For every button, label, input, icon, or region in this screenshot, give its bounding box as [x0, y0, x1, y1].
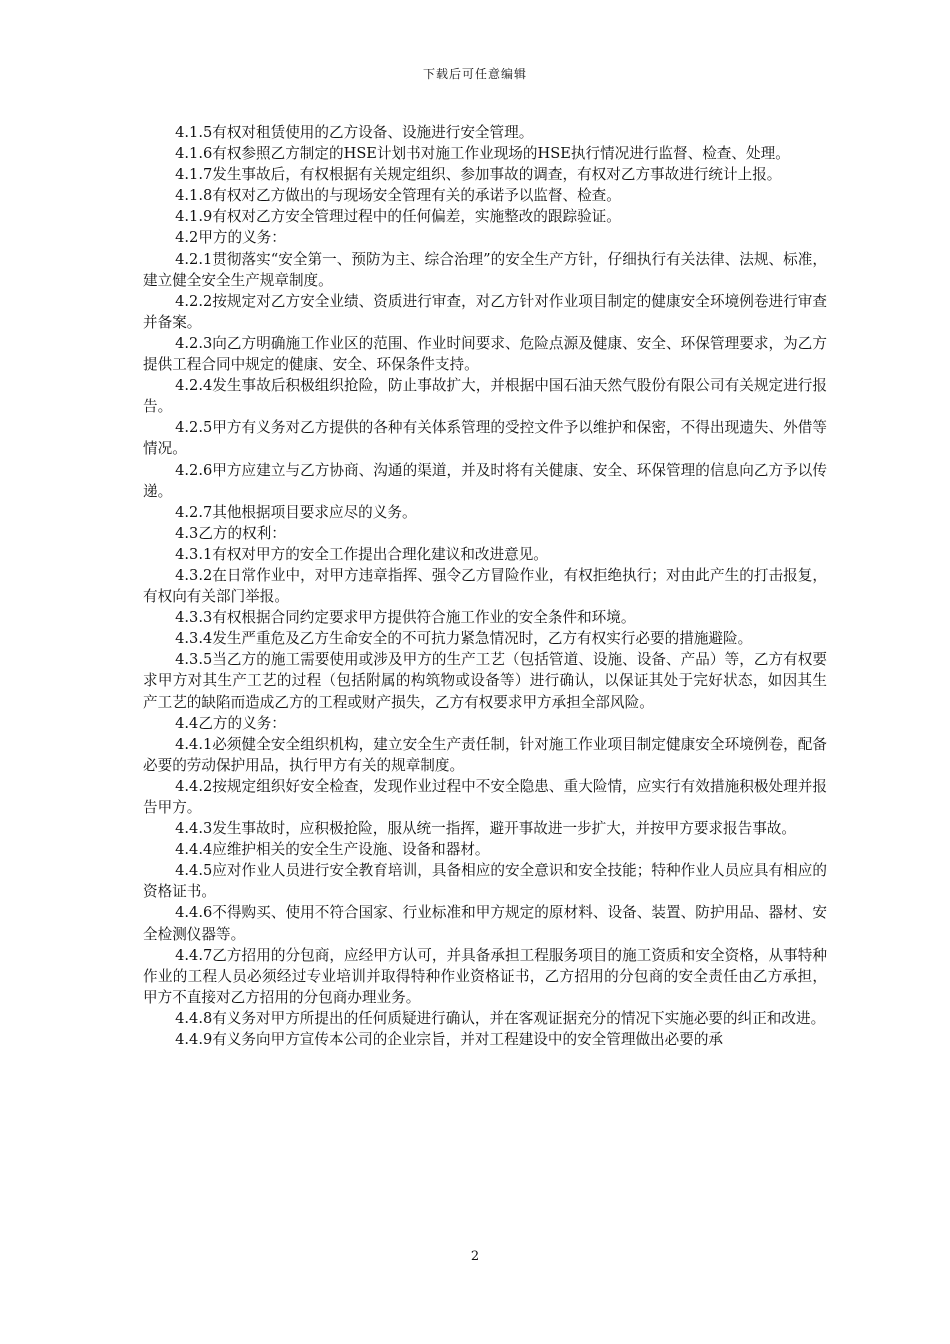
paragraph: 4.2.2按规定对乙方安全业绩、资质进行审查，对乙方针对作业项目制定的健康安全环境例卷进行审查并备案。 — [143, 292, 827, 331]
paragraph: 4.4.4应维护相关的安全生产设施、设备和器材。 — [175, 841, 490, 859]
paragraph: 4.1.9有权对乙方安全管理过程中的任何偏差，实施整改的跟踪验证。 — [175, 208, 621, 226]
paragraph: 4.4.1必须健全安全组织机构，建立安全生产责任制，针对施工作业项目制定健康安全环境例卷，配备必要的劳动保护用品，执行甲方有关的规章制度。 — [143, 735, 827, 774]
paragraph: 4.2.6甲方应建立与乙方协商、沟通的渠道，并及时将有关健康、安全、环保管理的信息向乙方予以传递。 — [143, 461, 827, 500]
paragraph: 4.2.4发生事故后积极组织抢险，防止事故扩大，并根据中国石油天然气股份有限公司有关规定进行报告。 — [143, 377, 827, 416]
paragraph: 4.2.7其他根据项目要求应尽的义务。 — [175, 503, 417, 521]
paragraph: 4.3.2在日常作业中，对甲方违章指挥、强令乙方冒险作业，有权拒绝执行；对由此产生的打击报复，有权向有关部门举报。 — [143, 566, 827, 606]
paragraph: 4.1.6有权参照乙方制定的HSE计划书对施工作业现场的HSE执行情况进行监督、检查、处理。 — [175, 145, 790, 163]
paragraph: 4.1.8有权对乙方做出的与现场安全管理有关的承诺予以监督、检查。 — [175, 187, 621, 205]
paragraph: 4.2.3向乙方明确施工作业区的范围、作业时间要求、危险点源及健康、安全、环保管理要求，为乙方提供工程合同中规定的健康、安全、环保条件支持。 — [143, 334, 827, 374]
paragraph: 4.1.7发生事故后，有权根据有关规定组织、参加事故的调查，有权对乙方事故进行统计上报。 — [175, 166, 782, 184]
paragraph: 4.4.3发生事故时，应积极抢险，服从统一指挥，避开事故进一步扩大，并按甲方要求报告事故。 — [175, 820, 796, 838]
paragraph: 4.4.5应对作业人员进行安全教育培训，具备相应的安全意识和安全技能；特种作业人员应具有相应的资格证书。 — [143, 862, 827, 901]
paragraph: 4.3.1有权对甲方的安全工作提出合理化建议和改进意见。 — [175, 545, 548, 563]
page-number: 2 — [470, 1249, 480, 1264]
paragraph: 4.4.7乙方招用的分包商，应经甲方认可，并具备承担工程服务项目的施工资质和安全资格，从事特种作业的工程人员必须经过专业培训并取得特种作业资格证书，乙方招用的分包商的安全责任由乙方承担，甲方不直接对乙方招用的分包商办理业务。 — [143, 946, 827, 1006]
paragraph: 4.1.5有权对租赁使用的乙方设备、设施进行安全管理。 — [175, 124, 534, 141]
paragraph: 4.3.4发生严重危及乙方生命安全的不可抗力紧急情况时，乙方有权实行必要的措施避险。 — [175, 630, 753, 648]
paragraph: 4.4.2按规定组织好安全检查，发现作业过程中不安全隐患、重大险情，应实行有效措施积极处理并报告甲方。 — [143, 777, 827, 816]
paragraph: 4.4.9有义务向甲方宣传本公司的企业宗旨，并对工程建设中的安全管理做出必要的承 — [175, 1031, 724, 1049]
paragraph: 4.2.5甲方有义务对乙方提供的各种有关体系管理的受控文件予以维护和保密，不得出现遗失、外借等情况。 — [143, 419, 827, 458]
paragraph: 4.4.6不得购买、使用不符合国家、行业标准和甲方规定的原材料、设备、装置、防护用品、器材、安全检测仪器等。 — [143, 904, 827, 943]
page-header: 下载后可任意编辑 — [422, 67, 527, 81]
document-body — [143, 122, 827, 1050]
paragraph: 4.2.1贯彻落实“安全第一、预防为主、综合治理”的安全生产方针，仔细执行有关法律、法规、标准，建立健全安全生产规章制度。 — [143, 250, 827, 289]
section-heading: 4.4乙方的义务： — [175, 714, 286, 732]
section-heading: 4.2甲方的义务： — [175, 229, 286, 247]
paragraph: 4.4.8有义务对甲方所提出的任何质疑进行确认，并在客观证据充分的情况下实施必要的纠正和改进。 — [175, 1009, 826, 1027]
paragraph: 4.3.3有权根据合同约定要求甲方提供符合施工作业的安全条件和环境。 — [175, 609, 636, 627]
paragraph: 4.3.5当乙方的施工需要使用或涉及甲方的生产工艺（包括管道、设施、设备、产品）等，乙方有权要求甲方对其生产工艺的过程（包括附属的构筑物或设备等）进行确认，以保证其处于完好状态，如因其生产工艺的缺陷而造成乙方的工程或财产损失，乙方有权要求甲方承担全部风险。 — [143, 651, 827, 711]
section-heading: 4.3乙方的权利： — [175, 524, 286, 542]
